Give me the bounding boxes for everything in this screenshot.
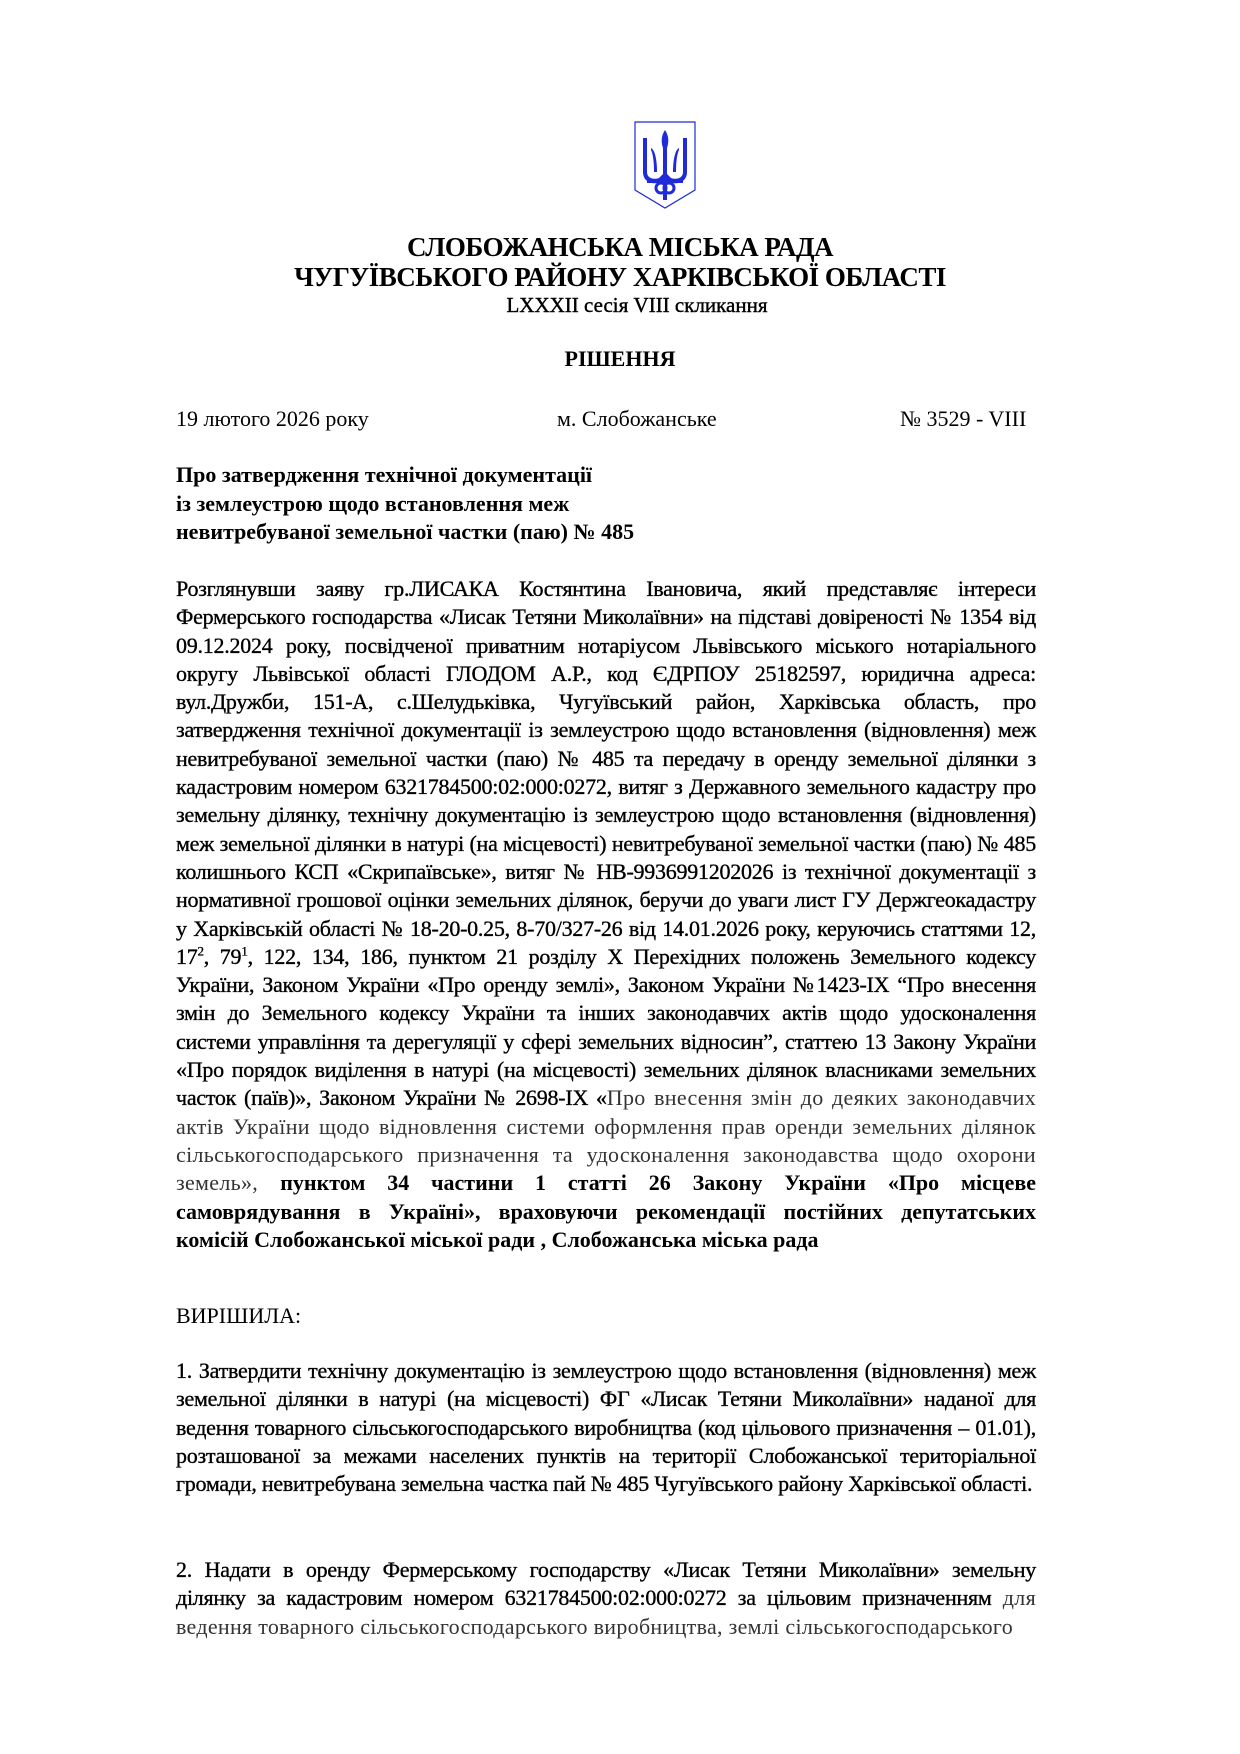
subject-line: Про затвердження технічної документації xyxy=(176,462,593,487)
document-type-title: РІШЕННЯ xyxy=(564,346,676,371)
superscript: 1 xyxy=(241,943,248,959)
item-text: 2. Надати в оренду Фермерському господарству «Лисак Тетяни Миколаївни» земельну ділянку за кадастровим номером 6321784500:02:000:0272 за цільовим призначенням xyxy=(176,1557,1036,1611)
superscript: 2 xyxy=(197,943,204,959)
session-info: LXXXII сесія VIII скликання xyxy=(506,293,768,317)
council-name: СЛОБОЖАНСЬКА МІСЬКА РАДА xyxy=(406,232,834,262)
preamble-paragraph xyxy=(176,575,1036,1254)
preamble-law-title: Про внесення змін до деяких законодавчих актів України щодо відновлення системи оформлення прав оренди земельних ділянок сільськогосподарського призначення та удосконалення законодавства щодо охорони земель», xyxy=(176,1085,1036,1196)
decision-place: м. Слобожанське xyxy=(557,406,717,431)
decision-item-1: 1. Затвердити технічну документацію із землеустрою щодо встановлення (відновлення) меж земельної ділянки в натурі (на місцевості) ФГ «Лисак Тетяни Миколаївни» наданої для ведення товарного сільськогосподарського виробництва (код цільового призначення – 01.01), розташованої за межами населених пунктів на території Слобожанської територіальної громади, невитребувана земельна частка пай № 485 Чугуївського району Харківської області. xyxy=(176,1358,1036,1497)
preamble-text: Розглянувши заяву гр.ЛИСАКА Костянтина Івановича, який представляє інтереси Фермерського господарства «Лисак Тетяни Миколаївни» на підставі довіреності № 1354 від 09.12.2024 року, посвідченої приватним нотаріусом Львівського міського нотаріального округу Львівської області ГЛОДОМ А.Р., код ЄДРПОУ 25182597, юридична адреса: вул.Дружби, 151-А, с.Шелудьківка, Чугуївський район, Харківська область, про затвердження технічної документації із землеустрою щодо встановлення (відновлення) меж невитребуваної земельної частки (паю) № 485 та передачу в оренду земельної ділянки з кадастровим номером 6321784500:02:000:0272, витяг з Державного земельного кадастру про земельну ділянку, технічну документацію із землеустрою щодо встановлення (відновлення) меж земельної ділянки в натурі (на місцевості) невитребуваної земельної частки (паю) № 485 колишнього КСП «Скрипаївське», витяг № НВ-9936991202026 із технічної документації з нормативної грошової оцінки земельних ділянок, беручи до уваги лист ГУ Держгеокадастру у Харківській області № 18-20-0.25, 8-70/327-26 від 14.01.2026 року, керуючись статтями 12, 17 xyxy=(176,576,1036,969)
decision-item-2 xyxy=(176,1556,1036,1641)
item-text-light: для ведення товарного сільськогосподарського виробництва, землі сільськогосподарського xyxy=(176,1585,1036,1639)
trident-coat-of-arms-icon xyxy=(633,120,697,210)
decided-label: ВИРІШИЛА: xyxy=(176,1303,302,1328)
preamble-text-bold: пунктом 34 частини 1 статті 26 Закону України «Про місцеве самоврядування в Україні», враховуючи рекомендації постійних депутатських комісій Слобожанської міської ради , Слобожанська міська рада xyxy=(176,1170,1036,1252)
subject-line: із землеустрою щодо встановлення меж xyxy=(176,490,570,516)
preamble-text: , 79 xyxy=(203,943,242,969)
decision-subject xyxy=(176,461,634,547)
council-region: ЧУГУЇВСЬКОГО РАЙОНУ ХАРКІВСЬКОЇ ОБЛАСТІ xyxy=(294,262,946,292)
decision-date: 19 лютого 2026 року xyxy=(176,406,369,431)
preamble-text: , 122, 134, 186, пунктом 21 розділу Х Перехідних положень Земельного кодексу України, Законом України «Про оренду землі», Законом України №1423-IX “Про внесення змін до Земельного кодексу України та інших законодавчих актів щодо удосконалення системи управління та дерегуляції у сфері земельних відносин”, статтею 13 Закону України «Про порядок виділення в натурі (на місцевості) земельних ділянок власниками земельних часток (паїв)», Законом України № 2698-IX « xyxy=(176,943,1037,1111)
decision-number: № 3529 - VIII xyxy=(900,406,1027,431)
subject-line: невитребуваної земельної частки (паю) № 485 xyxy=(176,519,635,544)
